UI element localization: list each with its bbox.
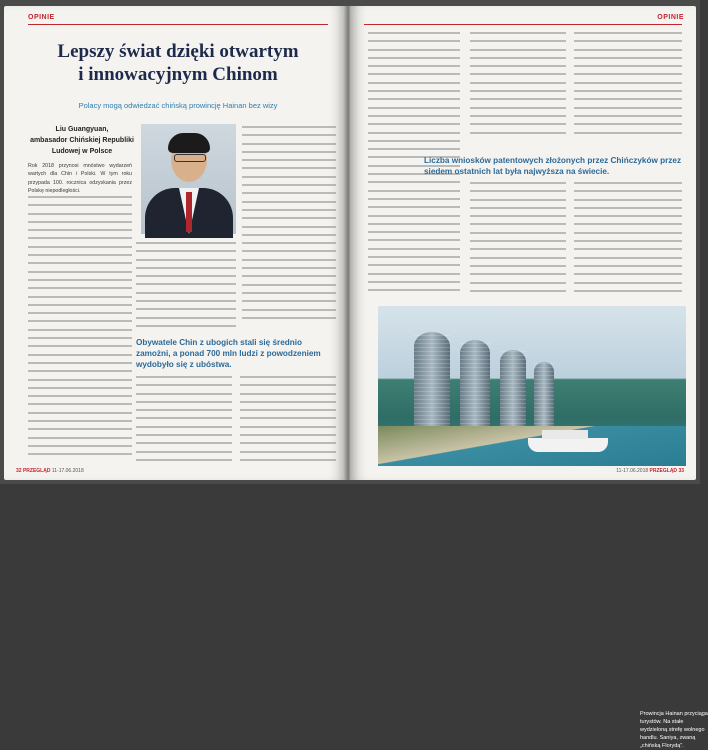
lead-text: Polacy mogą odwiedzać chińską prowincję Hainan bez wizy	[78, 101, 278, 110]
left-page	[4, 6, 346, 480]
issue-date: 11-17.06.2018	[51, 468, 84, 474]
body-column-3	[242, 126, 336, 325]
intro-paragraph: Rok 2018 przynosi mnóstwo wydarzeń wartych dla Chin i Polski. W tym roku przypada 100. rocznica odzyskania przez Polskę niepodległości.	[28, 163, 132, 194]
body-column-5	[240, 376, 336, 467]
author-byline	[30, 124, 134, 157]
body-column-1	[28, 196, 132, 462]
author-name: Liu Guangyuan,	[55, 126, 109, 133]
body-column-2	[470, 32, 566, 140]
section-rule	[364, 24, 682, 25]
body-column-2	[136, 242, 236, 333]
pull-quote: Obywatele Chin z ubogich stali się średnio zamożni, a ponad 700 mln ludzi z powodzeniem wydobyło się z ubóstwa.	[136, 338, 321, 369]
photo-caption: Prowincja Hainan przyciąga turystów. Na stałe wydzieloną strefę wolnego handlu. Saniya, zwaną „chińską Florydą".	[640, 711, 708, 749]
body-column-3	[574, 32, 682, 140]
headline	[28, 40, 328, 86]
section-label: OPINIE	[28, 14, 55, 21]
author-photo	[141, 124, 236, 234]
headline-line-2: i innowacyjnym Chinom	[78, 64, 278, 85]
body-column-5	[574, 182, 682, 298]
magazine-name: PRZEGLĄD	[22, 468, 51, 474]
section-label: OPINIE	[657, 14, 684, 21]
page-number: 33	[678, 468, 684, 474]
author-title-1: ambasador Chińskiej Republiki	[30, 137, 134, 144]
body-column-4	[136, 376, 232, 467]
author-title-2: Ludowej w Polsce	[51, 148, 113, 155]
right-page	[350, 6, 708, 749]
section-rule	[28, 24, 328, 25]
magazine-name: PRZEGLĄD	[649, 468, 678, 474]
page-number: 32	[16, 468, 22, 474]
headline-line-1: Lepszy świat dzięki otwartym	[57, 41, 299, 62]
subheading: Liczba wniosków patentowych złożonych przez Chińczyków przez siedem ostatnich lat była najwyższa na świecie.	[424, 156, 682, 176]
right-folio	[616, 468, 684, 474]
left-folio	[16, 468, 84, 474]
issue-date: 11-17.06.2018	[616, 468, 649, 474]
body-column-4	[470, 182, 566, 298]
